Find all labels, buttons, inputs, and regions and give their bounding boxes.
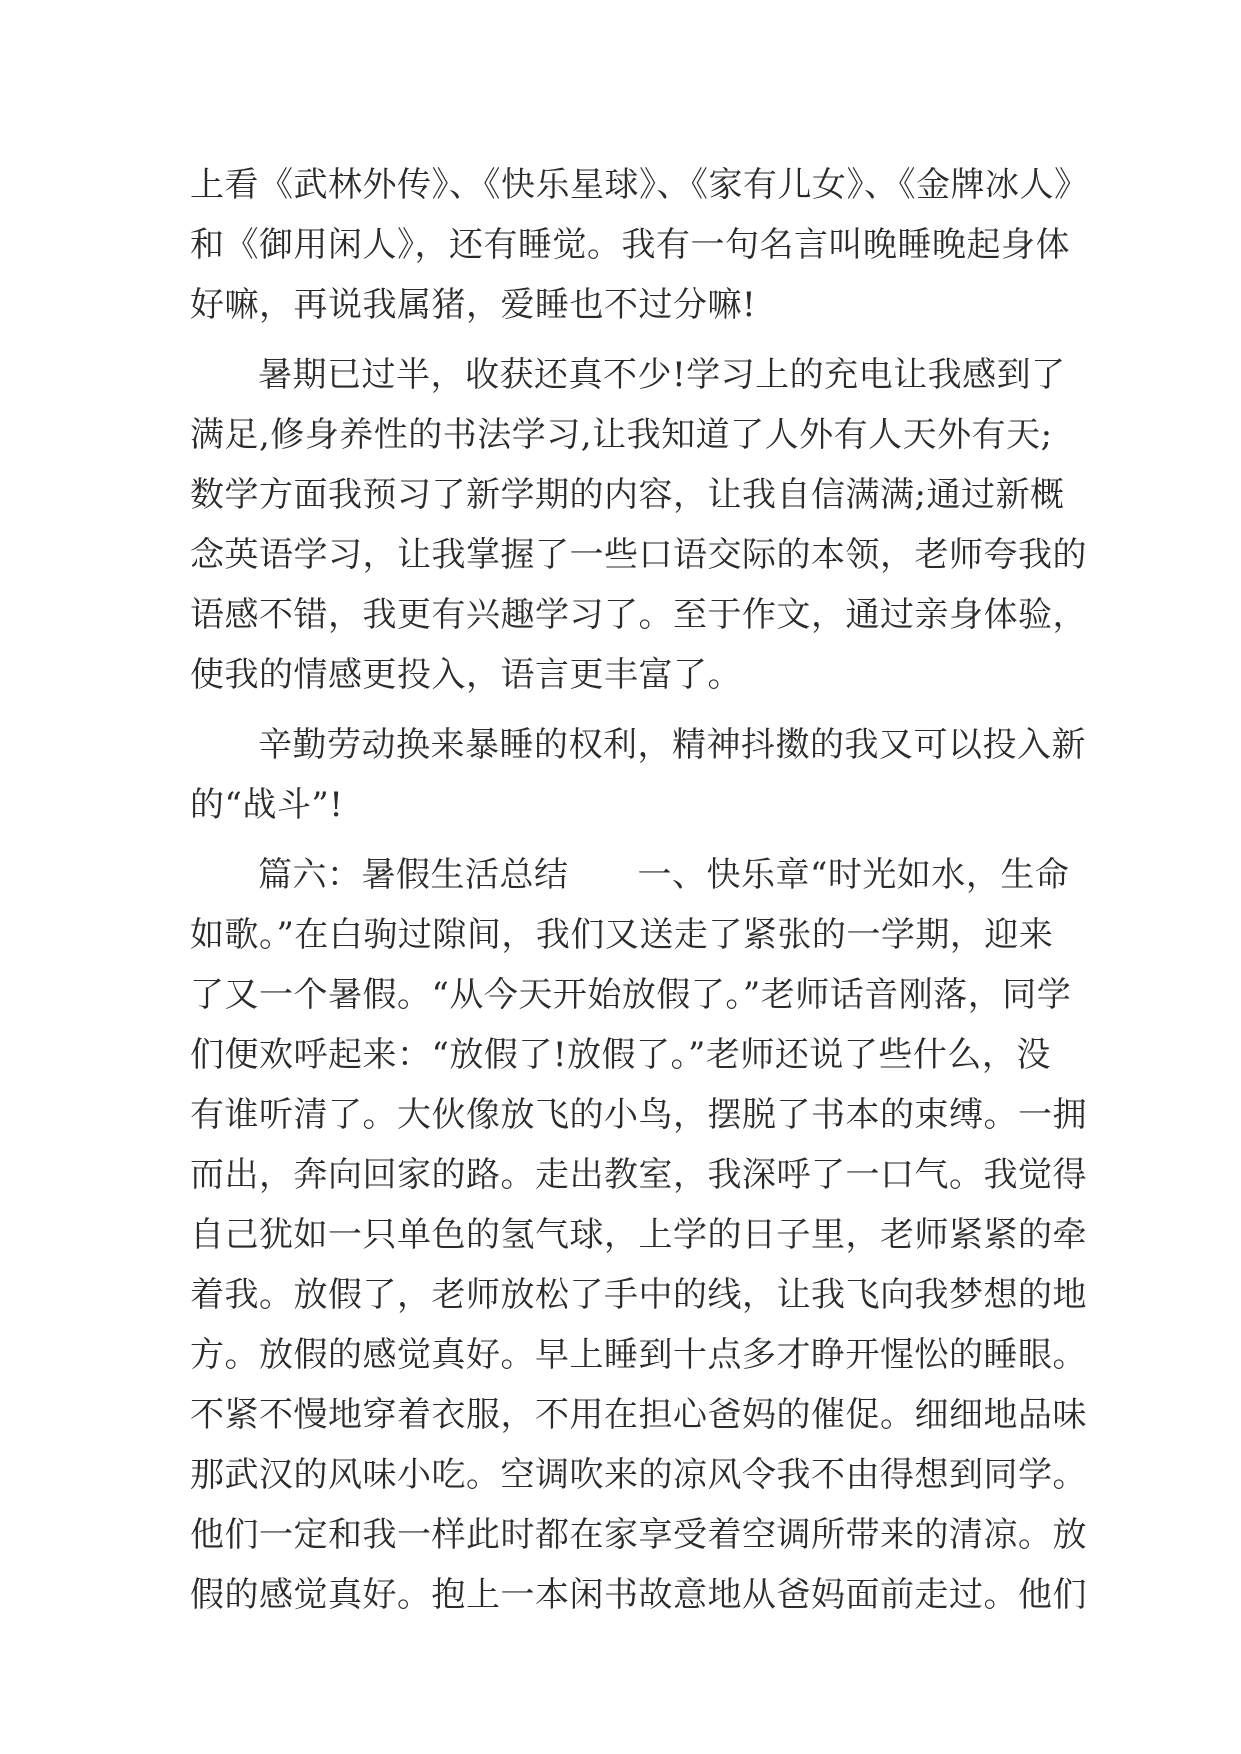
text-line: 数学方面我预习了新学期的内容，让我自信满满;通过新概 bbox=[190, 475, 1065, 515]
paragraph bbox=[190, 345, 1087, 705]
text-line: 和《御用闲人》，还有睡觉。我有一句名言叫晚睡晚起身体 bbox=[190, 225, 1070, 265]
paragraph-gap bbox=[190, 835, 1050, 845]
text-line: 假的感觉真好。抱上一本闲书故意地从爸妈面前走过。他们 bbox=[190, 1575, 1087, 1615]
text-line: 暑期已过半，收获还真不少!学习上的充电让我感到了 bbox=[258, 355, 1066, 395]
text-line: 有谁听清了。大伙像放飞的小鸟，摆脱了书本的束缚。一拥 bbox=[190, 1095, 1087, 1135]
paragraph-gap bbox=[190, 705, 1050, 715]
text-line: 们便欢呼起来：“放假了!放假了。”老师还说了些什么，没 bbox=[190, 1035, 1051, 1075]
text-line: 语感不错，我更有兴趣学习了。至于作文，通过亲身体验， bbox=[190, 595, 1087, 635]
text-line: 那武汉的风味小吃。空调吹来的凉风令我不由得想到同学。 bbox=[190, 1455, 1087, 1495]
text-line: 方。放假的感觉真好。早上睡到十点多才睁开惺忪的睡眼。 bbox=[190, 1335, 1087, 1375]
text-line: 使我的情感更投入，语言更丰富了。 bbox=[190, 655, 742, 695]
document-body bbox=[190, 155, 1089, 1625]
text-line: 如歌。”在白驹过隙间，我们又送走了紧张的一学期，迎来 bbox=[190, 915, 1054, 955]
text-line: 他们一定和我一样此时都在家享受着空调所带来的清凉。放 bbox=[190, 1515, 1087, 1555]
text-line: 辛勤劳动换来暴睡的权利，精神抖擞的我又可以投入新 bbox=[258, 725, 1086, 765]
text-line: 的“战斗”! bbox=[190, 785, 344, 825]
paragraph bbox=[190, 845, 1087, 1625]
paragraph-gap bbox=[190, 335, 1050, 345]
text-line: 上看《武林外传》、《快乐星球》、《家有儿女》、《金牌冰人》 bbox=[190, 165, 1089, 205]
text-line: 篇六：暑假生活总结 一、快乐章“时光如水，生命 bbox=[258, 855, 1070, 895]
paragraph bbox=[190, 155, 1089, 335]
text-line: 满足,修身养性的书法学习,让我知道了人外有人天外有天; bbox=[190, 415, 1053, 455]
text-line: 而出，奔向回家的路。走出教室，我深呼了一口气。我觉得 bbox=[190, 1155, 1087, 1195]
text-line: 念英语学习，让我掌握了一些口语交际的本领，老师夸我的 bbox=[190, 535, 1087, 575]
text-line: 自己犹如一只单色的氢气球，上学的日子里，老师紧紧的牵 bbox=[190, 1215, 1087, 1255]
text-line: 了又一个暑假。“从今天开始放假了。”老师话音刚落，同学 bbox=[190, 975, 1072, 1015]
text-line: 好嘛，再说我属猪，爱睡也不过分嘛! bbox=[190, 285, 757, 325]
text-line: 不紧不慢地穿着衣服，不用在担心爸妈的催促。细细地品味 bbox=[190, 1395, 1087, 1435]
text-line: 着我。放假了，老师放松了手中的线，让我飞向我梦想的地 bbox=[190, 1275, 1087, 1315]
paragraph bbox=[190, 715, 1086, 835]
